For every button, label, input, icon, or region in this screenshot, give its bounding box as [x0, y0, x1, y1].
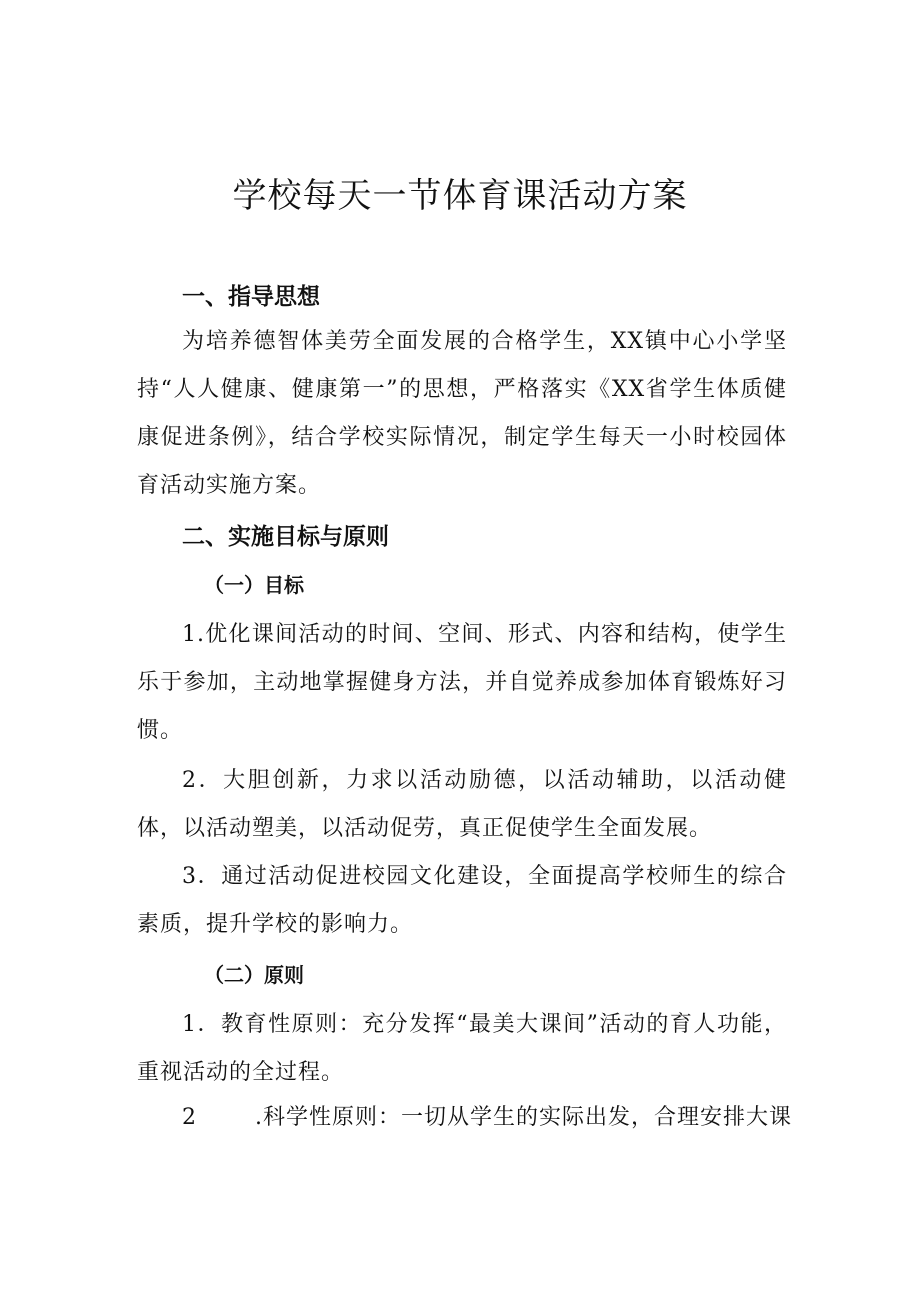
guiding-thought-paragraph: 为培养德智体美劳全面发展的合格学生，XX镇中心小学坚持“人人健康、健康第一”的思想，严格落实《XX省学生体质健康促进条例》，结合学校实际情况，制定学生每天一小时校园体育活动实施方案。 — [137, 329, 787, 498]
principle-item-2 — [182, 1103, 792, 1133]
principle-item-1: 1．教育性原则：充分发挥“最美大课间”活动的育人功能，重视活动的全过程。 — [137, 1012, 787, 1085]
subheading-goals: （一）目标 — [204, 573, 304, 597]
goal-item-1: 1.优化课间活动的时间、空间、形式、内容和结构，使学生乐于参加，主动地掌握健身方法，并自觉养成参加体育锻炼好习惯。 — [137, 622, 787, 743]
goal-item-3: 3．通过活动促进校园文化建设，全面提高学校师生的综合素质，提升学校的影响力。 — [137, 864, 787, 937]
principle-item-2-number: 2 — [182, 1105, 197, 1130]
section-heading-guiding-thought: 一、指导思想 — [182, 284, 320, 310]
document-title: 学校每天一节体育课活动方案 — [232, 176, 688, 216]
goal-item-2: 2．大胆创新，力求以活动励德，以活动辅助，以活动健体，以活动塑美，以活动促劳，真正促使学生全面发展。 — [137, 768, 787, 841]
subheading-principles: （二）原则 — [204, 963, 304, 987]
section-heading-goals-principles: 二、实施目标与原则 — [182, 524, 389, 550]
principle-item-2-text: .科学性原则：一切从学生的实际出发，合理安排大课 — [255, 1105, 792, 1130]
